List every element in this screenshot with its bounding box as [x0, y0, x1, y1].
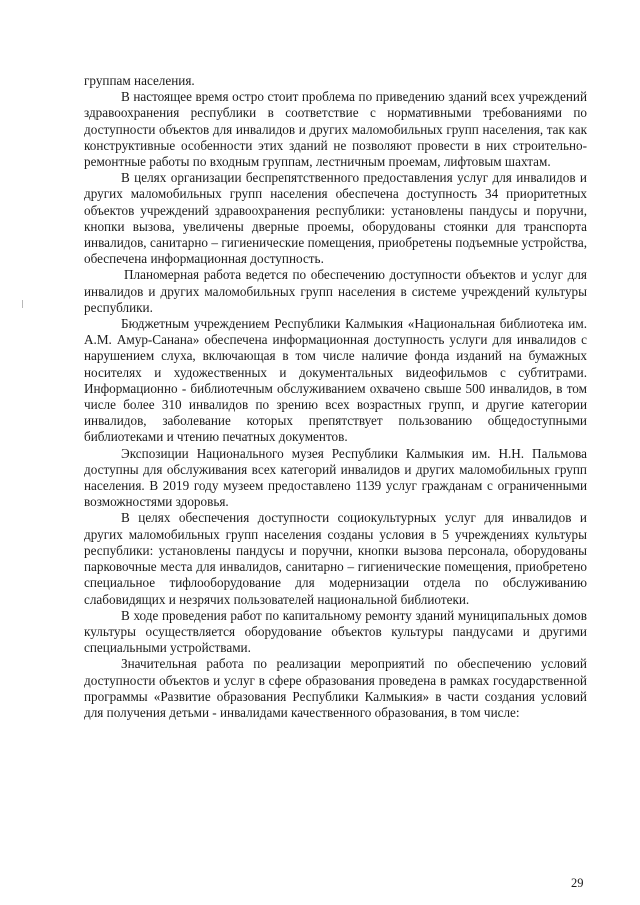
paragraph-national-museum: Экспозиции Национального музея Республики Калмыкия им. Н.Н. Пальмова доступны для обслуживания всех категорий инвалидов и других маломобильных групп населения. В 2019 году музеем предоставлено 1139 услуг гражданам с ограниченными возможностями здоровья.	[84, 445, 587, 510]
paragraph-continuation: группам населения.	[84, 73, 195, 88]
scan-margin-mark	[22, 300, 23, 308]
paragraph-culture-intro: Планомерная работа ведется по обеспечению доступности объектов и услуг для инвалидов и других маломобильных групп населения в системе учреждений культуры республики.	[84, 267, 587, 315]
page-number: 29	[571, 876, 584, 890]
paragraph-education: Значительная работа по реализации мероприятий по обеспечению условий доступности объектов и услуг в сфере образования проведена в рамках государственной программы «Развитие образования Республики Калмыкия» в части создания условий для получения детьми - инвалидами качественного образования, в том числе:	[84, 656, 587, 720]
paragraph-healthcare-accessibility: В целях организации беспрепятственного предоставления услуг для инвалидов и других маломобильных групп населения обеспечена доступность 34 приоритетных объектов учреждений здравоохранения республики: установлены пандусы и поручни, кнопки вызова, увеличены дверные проемы, оборудованы стоянки для транспорта инвалидов, санитарно – гигиенические помещения, приобретены подъемные устройства, обеспечена информационная доступность.	[84, 170, 587, 267]
paragraph-sociocultural-services: В целях обеспечения доступности социокультурных услуг для инвалидов и других маломобильных групп населения созданы условия в 5 учреждениях культуры республики: установлены пандусы и поручни, кнопки вызова персонала, оборудованы парковочные места для инвалидов, санитарно – гигиенические помещения, приобретено специальное тифлооборудование для модернизации отдела по обслуживанию слабовидящих и незрячих пользователей национальной библиотеки.	[84, 510, 587, 607]
paragraph-healthcare-buildings: В настоящее время остро стоит проблема по приведению зданий всех учреждений здравоохранения республики в соответствие с нормативными требованиями по доступности объектов для инвалидов и других маломобильных групп населения, так как конструктивные особенности этих зданий не позволяют провести в них строительно-ремонтные работы по входным группам, лестничным проемам, лифтовым шахтам.	[84, 89, 587, 170]
paragraph-houses-of-culture: В ходе проведения работ по капитальному ремонту зданий муниципальных домов культуры осуществляется оборудование объектов культуры пандусами и другими специальными устройствами.	[84, 607, 587, 656]
paragraph-national-library: Бюджетным учреждением Республики Калмыкия «Национальная библиотека им. А.М. Амур-Санана» обеспечена информационная доступность услуги для инвалидов с нарушением слуха, включающая в том числе наличие фонда изданий на бумажных носителях и художественных и документальных видеофильмов с субтитрами. Информационно - библиотечным обслуживанием охвачено свыше 500 инвалидов, в том числе более 310 инвалидов по зрению всех возрастных групп, и другие категории инвалидов, заболевание которых препятствует пользованию общедоступными библиотеками и чтению печатных документов.	[84, 316, 587, 445]
document-body	[84, 73, 587, 721]
